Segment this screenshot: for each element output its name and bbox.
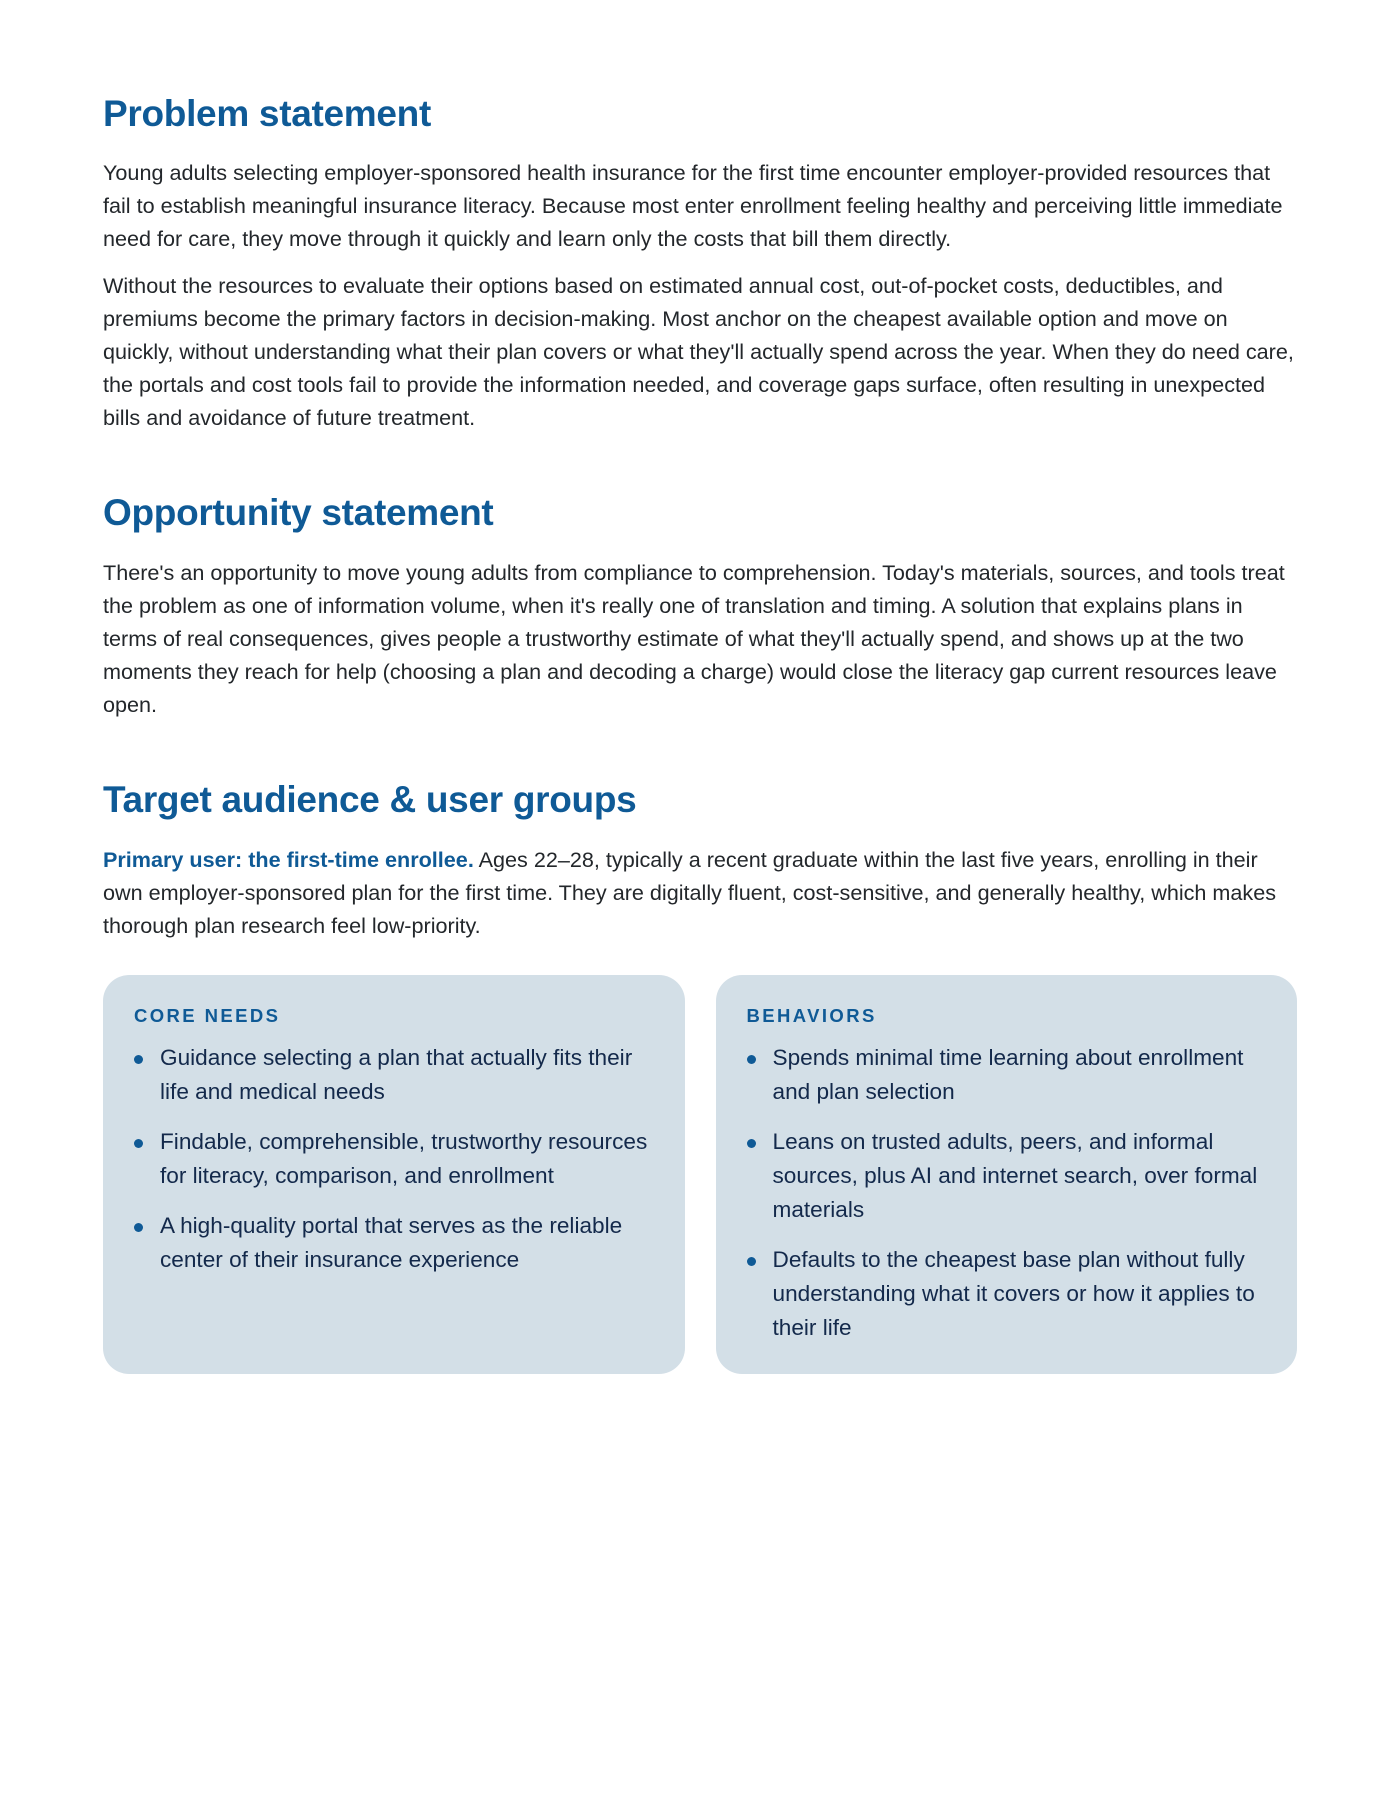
list-item-text: Spends minimal time learning about enrollment and plan selection [772, 1045, 1244, 1104]
behaviors-list [747, 1041, 1267, 1345]
audience-section [103, 778, 1297, 1374]
list-item [747, 1125, 1267, 1227]
problem-paragraph-2: Without the resources to evaluate their options based on estimated annual cost, out-of-pocket costs, deductibles, and premiums become the primary factors in decision-making. Most anchor on the cheapest available option and move on quickly, without understanding what their plan covers or what they'll actually spend across the year. When they do need care, the portals and cost tools fail to provide the information needed, and coverage gaps surface, often resulting in unexpected bills and avoidance of future treatment. [103, 273, 1294, 430]
audience-cards [103, 975, 1297, 1374]
bullet-dot-icon [747, 1055, 756, 1064]
problem-heading: Problem statement [103, 93, 431, 134]
primary-user-paragraph [103, 843, 1297, 942]
list-item-text: Guidance selecting a plan that actually fits their life and medical needs [160, 1045, 633, 1104]
behaviors-title: BEHAVIORS [746, 1005, 877, 1026]
list-item [134, 1041, 654, 1109]
core-needs-card [103, 975, 685, 1374]
behaviors-card [716, 975, 1298, 1374]
problem-section [103, 92, 1297, 434]
core-needs-title: CORE NEEDS [134, 1005, 281, 1026]
list-item [134, 1125, 654, 1193]
list-item [747, 1243, 1267, 1345]
primary-user-lead: Primary user: the first-time enrollee. [103, 847, 474, 872]
opportunity-heading: Opportunity statement [103, 492, 494, 533]
problem-paragraph-1: Young adults selecting employer-sponsored health insurance for the first time encounter employer-provided resources that fail to establish meaningful insurance literacy. Because most enter enrollment feeling healthy and perceiving little immediate need for care, they move through it quickly and learn only the costs that bill them directly. [103, 160, 1283, 251]
list-item-text: Defaults to the cheapest base plan without fully understanding what it covers or how it applies to their life [772, 1247, 1255, 1340]
bullet-dot-icon [747, 1257, 756, 1266]
list-item [134, 1209, 654, 1277]
list-item-text: Findable, comprehensible, trustworthy resources for literacy, comparison, and enrollment [160, 1129, 648, 1188]
core-needs-list [134, 1041, 654, 1277]
bullet-dot-icon [134, 1055, 143, 1064]
opportunity-section [103, 491, 1297, 721]
bullet-dot-icon [747, 1139, 756, 1148]
audience-heading: Target audience & user groups [103, 779, 637, 820]
list-item [747, 1041, 1267, 1109]
primary-user-body: Ages 22–28, typically a recent graduate within the last five years, enrolling in their own employer-sponsored plan for the first time. They are digitally fluent, cost-sensitive, and generally healthy, which makes thorough plan research feel low-priority. [103, 847, 1277, 938]
list-item-text: Leans on trusted adults, peers, and informal sources, plus AI and internet search, over formal materials [772, 1129, 1258, 1222]
bullet-dot-icon [134, 1223, 143, 1232]
opportunity-paragraph: There's an opportunity to move young adults from compliance to comprehension. Today's materials, sources, and tools treat the problem as one of information volume, when it's really one of translation and timing. A solution that explains plans in terms of real consequences, gives people a trustworthy estimate of what they'll actually spend, and shows up at the two moments they reach for help (choosing a plan and decoding a charge) would close the literacy gap current resources leave open. [103, 560, 1285, 717]
list-item-text: A high-quality portal that serves as the reliable center of their insurance experience [160, 1213, 623, 1272]
bullet-dot-icon [134, 1139, 143, 1148]
